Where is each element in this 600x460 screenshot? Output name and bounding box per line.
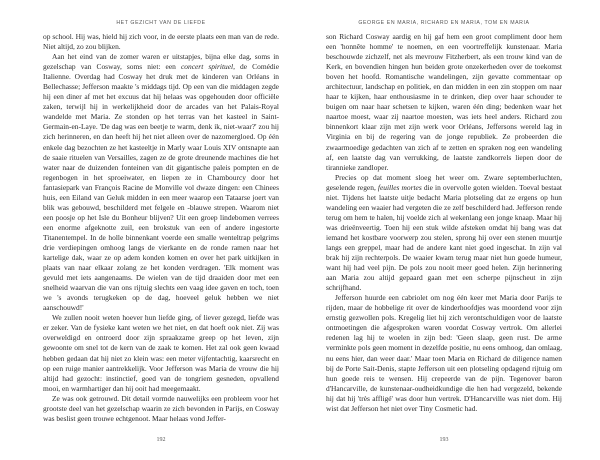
text-run: op school. Hij was, hield hij zich voor, in de eerste plaats een man van de rede. Niet altijd, zo zou blijken. <box>43 32 279 52</box>
text-run: Ze was ook getrouwd. Dit detail vormde nauwelijks een probleem voor het grootste deel van het gezelschap waarin ze zich bevonden in Parijs, en Cosway was beslist geen trouwe echtgenoot. Maar helaas vond Jeffer- <box>43 393 279 423</box>
text-run: Jefferson huurde een cabriolet om nog één keer met Maria door Parijs te rijden, maar de hobbelige rit over de kinderhoofdjes was moordend voor zijn ernstig gezwollen pols. Kregelig liet hij zich verontschuldigen voor de laatste ontmoetingen die afgesproken waren voordat Cosway vertrok. Om allerlei redenen lag hij te woelen in zijn bed: 'Geen slaap, geen rust. De arme verminkte pols geen moment in dezelfde positie, nu eens omhoog, dan omlaag, nu eens hier, dan weer daar.' Maar toen Maria en Richard de diligence namen bij de Porte Sait-Denis, stapte Jefferson uit een plotseling opdagend rijtuig om hun goede reis te wensen. Hij crepeerde van de pijn. Tegenover baron d'Hancarville, de kunstenaar-oudheidkundige die hen had vergezeld, bekende hij dat hij 'très affligé' was door hun vertrek. D'Hancarville was niet dom. Hij wist dat Jefferson het niet over Tiny Cosmetic had. <box>326 293 562 413</box>
text-run: We zullen nooit weten hoever hun liefde ging, of liever gezegd, liefde was er zeker. Van de fysieke kant weten we het niet, en dat hoeft ook niet. Zij was overweldigd en ontroerd door zijn spraakzame greep op het leven, zijn gewoonte om snel tot de kern van de zaak te komen. Het zal ook geen kwaad hebben gedaan dat hij niet zo klein was: een meter vijfentachtig, kaarsrecht en op een ruige manier aantrekkelijk. Voor Jefferson was Maria de vrouw die hij altijd had gezocht: instinctief, goed van de tongriem gesneden, opvallend mooi, en warmhartiger dan hij ooit had meegemaakt. <box>43 313 279 393</box>
left-page-body <box>43 32 279 424</box>
text-run: Precies op dat moment sloeg het weer om. Zware septemberluchten, geselende regen, <box>326 172 562 192</box>
paragraph <box>43 32 279 52</box>
text-run: son Richard Cosway aardig en hij gaf hem een groot compliment door hem een 'honnête homme' te noemen, en een voortreffelijk kunstenaar. Maria beschouwde zichzelf, net als mevrouw Fitzherbert, als een trouw kind van de Kerk, en bovendien hingen hun beiden grote onzekerheden over de toekomst boven het hoofd. Romantische wandelingen, zijn gevatte commentaar op architectuur, landschap en politiek, en dan midden in een zin stoppen om naar haar te kijken, haar enthousiasme in te drinken, diep over haar schouder te buigen om naar haar schetsen te kijken, waren één ding; bedenken waar het naartoe moest, waar zij naartoe moesten, was iets heel anders. Richard zou binnenkort klaar zijn met zijn werk voor Orléans, Jeffersons wereld lag in Virginia en bij de regering van de jonge republiek. Ze probeerden die zwaarmoedige gedachten van zich af te zetten en spraken nog een wandeling af, een laatste dag van verrukking, de laatste zandkorrels liepen door de tirannieke zandloper. <box>326 32 562 172</box>
running-head-left: HET GEZICHT VAN DE LIEFDE <box>116 20 206 26</box>
paragraph <box>43 394 279 424</box>
italic-phrase: feuilles mortes <box>377 182 422 192</box>
text-run: , de Comédie Italienne. Overdag had Cosway het druk met de kinderen van Orléans in Bellechasse; Jefferson maakte 's middags tijd. Op een van die middagen zegde hij een diner af met het excuus dat hij helaas was opgehouden door officiële zaken, terwijl hij in werkelijkheid door de arcades van het Palais-Royal wandelde met Maria. Ze stonden op het terras van het kasteel in Saint-Germain-en-Laye. 'De dag was een beetje te warm, denk ik, niet-waar?' zou hij zich herinneren, en dan heeft hij het niet alleen over de nazomergloed. Op één enkele dag bezochten ze het kasteeltje in Marly waar Louis XIV ontsnapte aan de saaie rituelen van Versailles, zagen ze de grote dreunende machines die het water naar de duizenden fonteinen van dit gigantische paleis pompten en de regenbogen in het sproeiwater, en liepen ze in Chambourcy door het fantasiepark van François Racine de Monville vol dwaze dingen: een Chinees huis, een Eiland van Geluk midden in een meer waarop een Tataarse joert van blik was gebouwd, beschilderd met felgele en -blauwe strepen. Waarom niet een poosje op het Isle du Bonheur blijven? Uit een groep lindebomen verrees een enorme afgeknotte zuil, een brokstuk van een of andere ingestorte Titanentempel. In de holle binnenkant voerde een smalle wenteltrap pelgrims drie verdiepingen omhoog langs de vierkante en de ronde ramen naar het kartelige dak, waar ze op adem konden komen en over het park uitkijken in plaats van naar elkaar zolang ze het konden verdragen. 'Elk moment was gevuld met iets aangenaams. De wielen van de tijd draaiden door met een snelheid waarvan die van ons rijtuig slechts een vaag idee gaven en toch, toen we 's avonds terugkeken op de dag, hoeveel geluk hebben we niet aanschouwd!' <box>43 62 279 313</box>
right-page <box>300 0 600 460</box>
paragraph <box>326 173 562 294</box>
page-number-right: 193 <box>439 437 449 443</box>
running-head-right: GEORGE EN MARIA, RICHARD EN MARIA, TOM EN MARIA <box>358 20 530 26</box>
page-number-left: 192 <box>156 437 166 443</box>
italic-phrase: concert spirituel <box>180 62 234 72</box>
right-page-body <box>326 32 562 414</box>
paragraph <box>43 52 279 313</box>
paragraph <box>326 293 562 414</box>
paragraph <box>43 313 279 393</box>
text-run: die in overvolle goten wielden. Toeval bestaat niet. Tijdens het laatste uitje bedacht Maria plotseling dat ze ergens op hun wandeling een waaier had vergeten die ze zelf beschilderd had. Jefferson rende terug om hem te halen, hij voelde zich al wekenlang een jonge knaap. Maar hij was drieënveertig. Toen hij een stuk wilde afsteken omdat hij bang was dat iemand het kostbare voorwerp zou stelen, sprong hij over een stenen muurtje langs een greppel, maar had de andere kant niet goed ingeschat. In zijn val brak hij zijn rechterpols. De waaier kwam terug maar niet hun goede humeur, want hij had veel pijn. De pols zou nooit meer goed helen. Zijn herinnering aan Maria zou altijd gepaard gaan met een scherpe pijnscheut in zijn schrijfhand. <box>326 182 563 293</box>
text-run: Aan het eind van de zomer waren er uitstapjes, bijna elke dag, soms in gezelschap van Cosway, soms niet: een <box>43 52 279 72</box>
paragraph <box>326 32 562 173</box>
